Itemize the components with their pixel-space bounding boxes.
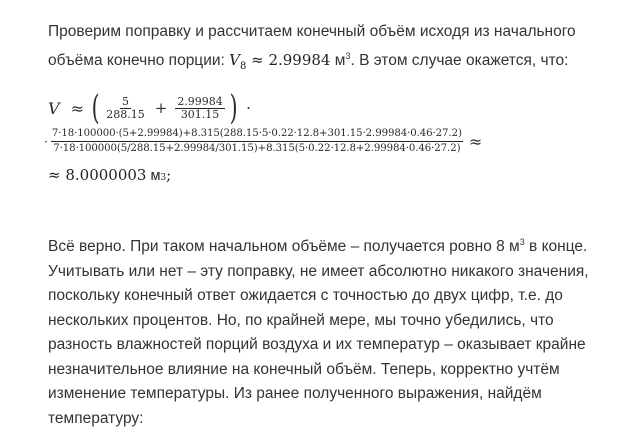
big-fraction-denominator: 7·18·100000(5/288.15+2.99984/301.15)+8.315(5·0.22·12.8+2.99984·0.46·27.2) (53, 143, 461, 154)
conclusion-paragraph (48, 230, 608, 431)
big-fraction-numerator: 7·18·100000·(5+2.99984)+8.315(288.15·5·0.22·12.8+301.15·2.99984·0.46·27.2) (51, 128, 463, 142)
formula-line-2 (44, 128, 482, 155)
fraction-1-numerator: 5 (121, 94, 129, 108)
big-fraction (51, 128, 463, 155)
formula-line-1 (48, 88, 251, 128)
open-paren: ( (91, 88, 100, 128)
approx-sign: ≈ (70, 98, 84, 118)
fraction-1-denominator: 288.15 (106, 107, 145, 121)
volume-value: ≈ 2.99984 (246, 51, 331, 70)
inline-formula (229, 51, 331, 73)
volume-variable: V (229, 51, 240, 70)
fraction-1 (104, 96, 147, 121)
close-paren: ) (229, 88, 238, 128)
result-unit-exponent: 3 (160, 173, 167, 183)
volume-unit: м (330, 52, 346, 70)
fraction-2-denominator: 301.15 (180, 107, 220, 121)
result-value: ≈ 8.0000003 (48, 166, 147, 184)
fraction-2 (175, 96, 225, 121)
formula-result (48, 166, 171, 184)
result-suffix: ; (166, 166, 172, 184)
volume-subscript: 8 (239, 61, 247, 73)
intro-text-end: . В этом случае окажется, что: (350, 52, 569, 70)
approx-sign-2: ≈ (468, 132, 483, 151)
multiply-dot: · (246, 99, 251, 117)
formula-variable: V (48, 98, 60, 118)
plus-sign: + (154, 99, 168, 117)
result-unit: м (150, 168, 161, 184)
conclusion-unit-exponent: 3 (519, 237, 525, 247)
intro-paragraph (48, 20, 608, 79)
multiply-dot-leading: · (44, 134, 48, 149)
volume-unit-exponent: 3 (345, 51, 351, 61)
conclusion-text-start: Всё верно. При таком начальном объёме – получается ровно 8 м (48, 238, 520, 256)
intro-text: Проверим поправку и рассчитаем конечный объём исходя из начального объёма конечно порции: (48, 23, 576, 70)
conclusion-text-rest: в конце. Учитывать или нет – эту поправку, не имеет абсолютно никакого значения, поскольку конечный ответ ожидается с точностью до двух цифр, т.е. до нескольких процентов. Но, по крайней мере, мы точно убедились, что разность влажностей порций воздуха и их температур – оказывает крайне незначительное влияние на конечный объём. Теперь, корректно учтём изменение температуры. Из ранее полученного выражения, найдём температуру: (48, 238, 589, 427)
fraction-2-numerator: 2.99984 (177, 94, 223, 108)
